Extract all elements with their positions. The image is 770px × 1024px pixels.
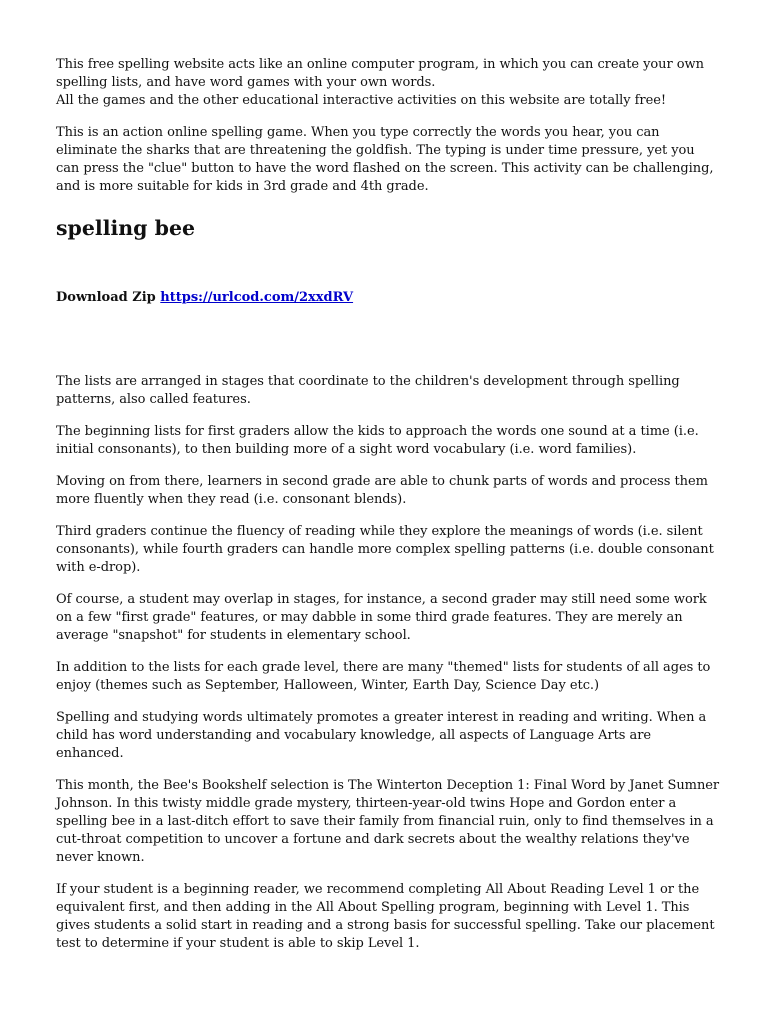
intro-paragraph-1 (56, 56, 720, 110)
body-paragraph: Moving on from there, learners in second grade are able to chunk parts of words and process them more fluently when they read (i.e. consonant blends). (56, 474, 708, 507)
body-paragraph: In addition to the lists for each grade level, there are many "themed" lists for students of all ages to enjoy (themes such as September, Halloween, Winter, Earth Day, Science Day etc.) (56, 660, 711, 693)
body-paragraph: This month, the Bee's Bookshelf selection is The Winterton Deception 1: Final Word by Janet Sumner Johnson. In this twisty middle grade mystery, thirteen-year-old twins Hope and Gordon enter a spelling bee in a last-ditch effort to save their family from financial ruin, only to find themselves in a cut-throat competition to uncover a fortune and dark secrets about the wealthy relations they've never known. (56, 778, 720, 865)
body-paragraph: Spelling and studying words ultimately promotes a greater interest in reading and writing. When a child has word understanding and vocabulary knowledge, all aspects of Language Arts are enhanced. (56, 710, 707, 761)
download-line (56, 288, 720, 307)
body-paragraph: The beginning lists for first graders allow the kids to approach the words one sound at a time (i.e. initial consonants), to then building more of a sight word vocabulary (i.e. word families). (56, 424, 699, 457)
document-page (56, 56, 720, 953)
body-paragraph: Of course, a student may overlap in stages, for instance, a second grader may still need some work on a few "first grade" features, or may dabble in some third grade features. They are merely an average "snapshot" for students in elementary school. (56, 592, 707, 643)
download-label: Download Zip (56, 290, 156, 305)
intro-line-1: This free spelling website acts like an online computer program, in which you can create your own spelling lists, and have word games with your own words. (56, 57, 704, 90)
intro-line-2: All the games and the other educational interactive activities on this website are totally free! (56, 93, 667, 108)
page-heading: spelling bee (56, 216, 196, 240)
download-link[interactable]: https://urlcod.com/2xxdRV (160, 290, 354, 305)
body-paragraph: If your student is a beginning reader, we recommend completing All About Reading Level 1 or the equivalent first, and then adding in the All About Spelling program, beginning with Level 1. This gives students a solid start in reading and a strong basis for successful spelling. Take our placement test to determine if your student is able to skip Level 1. (56, 882, 715, 951)
body-paragraph: The lists are arranged in stages that coordinate to the children's development through spelling patterns, also called features. (56, 374, 680, 407)
body-paragraph: Third graders continue the fluency of reading while they explore the meanings of words (i.e. silent consonants), while fourth graders can handle more complex spelling patterns (i.e. double consonant with e-drop). (56, 524, 714, 575)
intro-paragraph-2: This is an action online spelling game. When you type correctly the words you hear, you can eliminate the sharks that are threatening the goldfish. The typing is under time pressure, yet you can press the "clue" button to have the word flashed on the screen. This activity can be challenging, and is more suitable for kids in 3rd grade and 4th grade. (56, 125, 714, 194)
